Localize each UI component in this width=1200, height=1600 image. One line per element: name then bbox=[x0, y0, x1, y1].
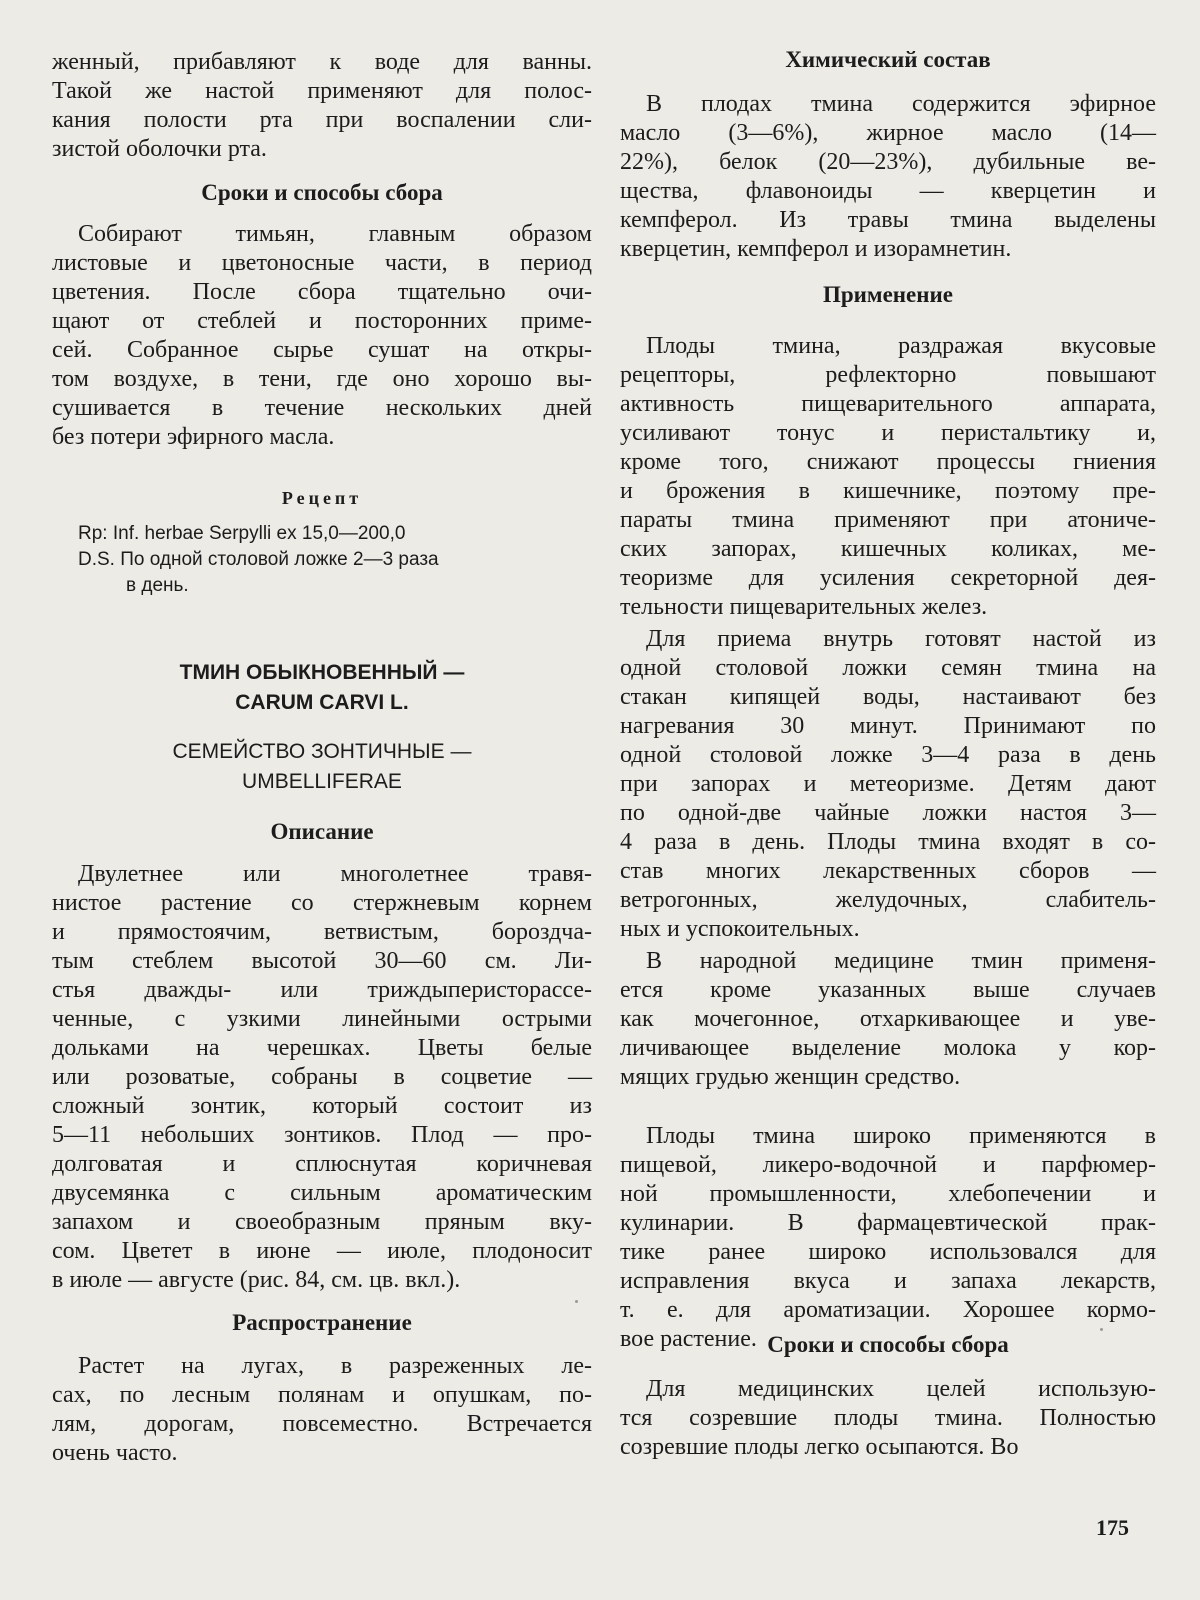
text-line: 4 раза в день. Плоды тмина входят в со- bbox=[620, 829, 1156, 855]
text-line: В народной медицине тмин применя- bbox=[646, 948, 1156, 974]
text-line: исправления вкуса и запаха лекарств, bbox=[620, 1268, 1156, 1294]
text-line: без потери эфирного масла. bbox=[52, 424, 335, 450]
text-line: в июле — августе (рис. 84, см. цв. вкл.). bbox=[52, 1267, 461, 1293]
text-line: Такой же настой применяют для полос- bbox=[52, 78, 592, 104]
text-line: и прямостоячим, ветвистым, бороздча- bbox=[52, 919, 592, 945]
text-line: тике ранее широко использовался для bbox=[620, 1239, 1156, 1265]
text-line: Для медицинских целей использую- bbox=[646, 1376, 1156, 1402]
text-line: стакан кипящей воды, настаивают без bbox=[620, 684, 1156, 710]
recipe-line: D.S. По одной столовой ложке 2—3 раза bbox=[78, 549, 439, 570]
text-line: ченные, с узкими линейными острыми bbox=[52, 1006, 592, 1032]
heading-usage: Применение bbox=[823, 282, 953, 307]
text-line: Собирают тимьян, главным образом bbox=[78, 221, 592, 247]
text-line: теоризме для усиления секреторной дея- bbox=[620, 565, 1156, 591]
family-title-latin: UMBELLIFERAE bbox=[242, 770, 402, 793]
text-line: ется кроме указанных выше случаев bbox=[620, 977, 1156, 1003]
print-speck bbox=[575, 1300, 578, 1303]
family-title-ru: СЕМЕЙСТВО ЗОНТИЧНЫЕ — bbox=[172, 740, 472, 763]
text-line: ветрогонных, желудочных, слабитель- bbox=[620, 887, 1156, 913]
heading-description: Описание bbox=[270, 819, 374, 844]
text-line: кемпферол. Из травы тмина выделены bbox=[620, 207, 1156, 233]
text-line: Плоды тмина, раздражая вкусовые bbox=[646, 333, 1156, 359]
print-speck bbox=[1100, 1328, 1103, 1331]
text-line: кроме того, снижают процессы гниения bbox=[620, 449, 1156, 475]
text-line: запахом и своеобразным пряным вку- bbox=[52, 1209, 592, 1235]
heading-collection-times: Сроки и способы сбора bbox=[201, 180, 443, 205]
text-line: тся созревшие плоды тмина. Полностью bbox=[620, 1405, 1156, 1431]
text-line: по одной-две чайные ложки настоя 3— bbox=[620, 800, 1156, 826]
heading-collection-times: Сроки и способы сбора bbox=[767, 1332, 1009, 1357]
text-line: кания полости рта при воспалении сли- bbox=[52, 107, 592, 133]
recipe-title: Рецепт bbox=[281, 488, 363, 508]
text-line: Для приема внутрь готовят настой из bbox=[646, 626, 1156, 652]
plant-title-ru: ТМИН ОБЫКНОВЕННЫЙ — bbox=[179, 661, 465, 684]
text-line: или розоватые, собраны в соцветие — bbox=[52, 1064, 592, 1090]
recipe-line: Rp: Inf. herbae Serpylli ex 15,0—200,0 bbox=[78, 523, 406, 544]
heading-distribution: Распространение bbox=[232, 1310, 412, 1335]
recipe-line: в день. bbox=[126, 575, 189, 596]
text-line: масло (3—6%), жирное масло (14— bbox=[620, 120, 1156, 146]
text-line: 5—11 небольших зонтиков. Плод — про- bbox=[52, 1122, 592, 1148]
text-line: усиливают тонус и перистальтику и, bbox=[620, 420, 1156, 446]
text-line: созревшие плоды легко осыпаются. Во bbox=[620, 1434, 1019, 1460]
text-line: листовые и цветоносные части, в период bbox=[52, 250, 592, 276]
text-line: сом. Цветет в июне — июле, плодоносит bbox=[52, 1238, 592, 1264]
text-line: сушивается в течение нескольких дней bbox=[52, 395, 592, 421]
text-line: одной столовой ложке 3—4 раза в день bbox=[620, 742, 1156, 768]
text-line: Плоды тмина широко применяются в bbox=[646, 1123, 1156, 1149]
text-line: активность пищеварительного аппарата, bbox=[620, 391, 1156, 417]
text-line: став многих лекарственных сборов — bbox=[620, 858, 1156, 884]
text-line: двусемянка с сильным ароматическим bbox=[52, 1180, 592, 1206]
text-line: ных и успокоительных. bbox=[620, 916, 860, 942]
text-line: личивающее выделение молока у кор- bbox=[620, 1035, 1156, 1061]
text-line: мящих грудью женщин средство. bbox=[620, 1064, 961, 1090]
text-line: нистое растение со стержневым корнем bbox=[52, 890, 592, 916]
text-line: зистой оболочки рта. bbox=[52, 136, 267, 162]
text-line: щества, флавоноиды — кверцетин и bbox=[620, 178, 1156, 204]
text-line: стья дважды- или триждыперисторассе- bbox=[52, 977, 592, 1003]
text-line: кверцетин, кемпферол и изорамнетин. bbox=[620, 236, 1012, 262]
text-line: сах, по лесным полянам и опушкам, по- bbox=[52, 1382, 592, 1408]
text-line: кулинарии. В фармацевтической прак- bbox=[620, 1210, 1156, 1236]
text-line: одной столовой ложки семян тмина на bbox=[620, 655, 1156, 681]
text-line: параты тмина применяют при атониче- bbox=[620, 507, 1156, 533]
text-line: ских запорах, кишечных коликах, ме- bbox=[620, 536, 1156, 562]
text-line: нагревания 30 минут. Принимают по bbox=[620, 713, 1156, 739]
heading-chemical-composition: Химический состав bbox=[785, 47, 991, 72]
text-line: тым стеблем высотой 30—60 см. Ли- bbox=[52, 948, 592, 974]
text-line: сложный зонтик, который состоит из bbox=[52, 1093, 592, 1119]
text-line: очень часто. bbox=[52, 1440, 178, 1466]
text-line: Двулетнее или многолетнее травя- bbox=[78, 861, 592, 887]
text-line: ной промышленности, хлебопечении и bbox=[620, 1181, 1156, 1207]
text-line: и брожения в кишечнике, поэтому пре- bbox=[620, 478, 1156, 504]
text-line: рецепторы, рефлекторно повышают bbox=[620, 362, 1156, 388]
text-line: лям, дорогам, повсеместно. Встречается bbox=[52, 1411, 592, 1437]
text-line: дольками на черешках. Цветы белые bbox=[52, 1035, 592, 1061]
text-line: щают от стеблей и посторонних приме- bbox=[52, 308, 592, 334]
text-line: при запорах и метеоризме. Детям дают bbox=[620, 771, 1156, 797]
text-line: вое растение. bbox=[620, 1326, 757, 1352]
text-line: цветения. После сбора тщательно очи- bbox=[52, 279, 592, 305]
text-line: В плодах тмина содержится эфирное bbox=[646, 91, 1156, 117]
text-line: как мочегонное, отхаркивающее и уве- bbox=[620, 1006, 1156, 1032]
text-line: сей. Собранное сырье сушат на откры- bbox=[52, 337, 592, 363]
page-number: 175 bbox=[1096, 1515, 1129, 1540]
text-line: том воздухе, в тени, где оно хорошо вы- bbox=[52, 366, 592, 392]
text-line: т. е. для ароматизации. Хорошее кормо- bbox=[620, 1297, 1156, 1323]
text-line: тельности пищеварительных желез. bbox=[620, 594, 988, 620]
text-line: пищевой, ликеро-водочной и парфюмер- bbox=[620, 1152, 1156, 1178]
text-line: женный, прибавляют к воде для ванны. bbox=[52, 49, 592, 75]
plant-title-latin: CARUM CARVI L. bbox=[235, 691, 409, 714]
text-line: долговатая и сплюснутая коричневая bbox=[52, 1151, 592, 1177]
text-line: Растет на лугах, в разреженных ле- bbox=[78, 1353, 592, 1379]
text-line: 22%), белок (20—23%), дубильные ве- bbox=[620, 149, 1156, 175]
